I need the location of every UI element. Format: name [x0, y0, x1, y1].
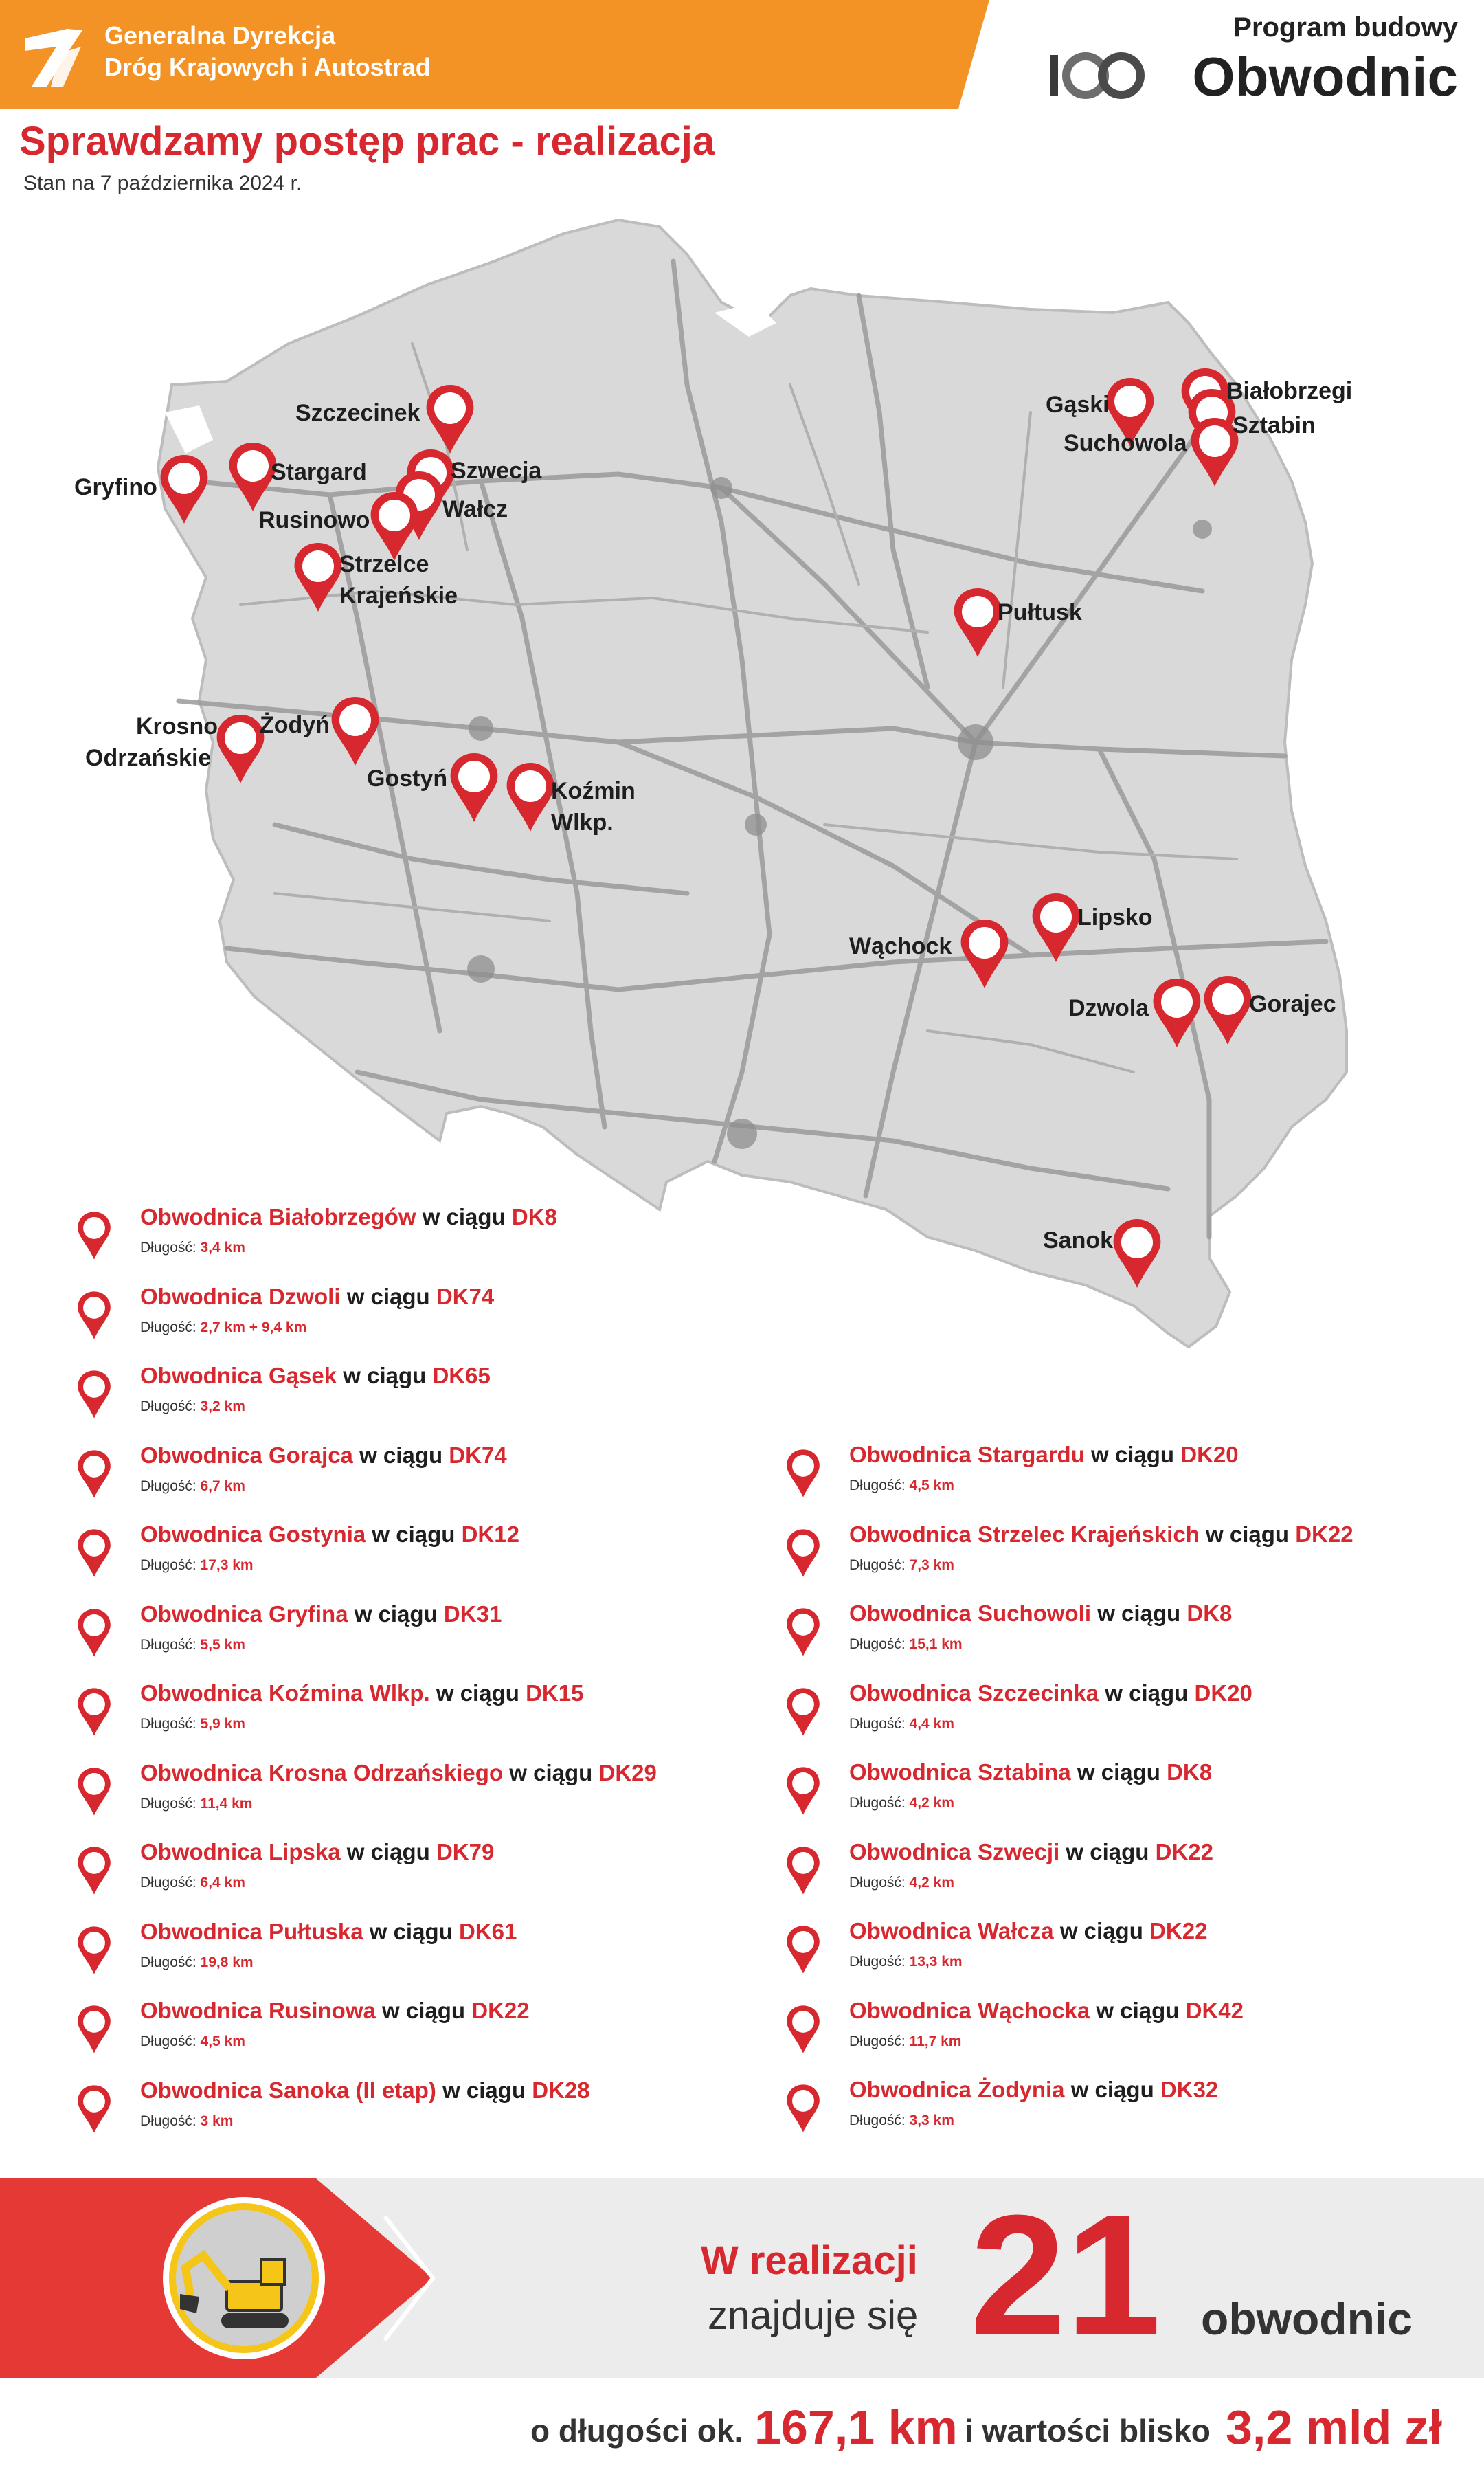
length-value: 17,3 km — [200, 1557, 254, 1573]
length-label: Długość: — [140, 1240, 196, 1256]
map-label: Lipsko — [1077, 904, 1153, 930]
location-pin-icon — [786, 1687, 820, 1735]
length-value: 4,5 km — [909, 1478, 954, 1493]
length-label: Długość: — [849, 2033, 906, 2049]
map-label: Szwecja — [451, 458, 542, 484]
location-pin-icon — [77, 1767, 111, 1815]
value-prefix: i wartości blisko — [965, 2413, 1211, 2449]
location-pin-icon — [77, 2084, 111, 2132]
road-number: DK20 — [1180, 1442, 1239, 1467]
road-number: DK22 — [1155, 1838, 1213, 1864]
length-label: Długość: — [140, 1557, 196, 1573]
bypass-list-item — [786, 1680, 1446, 1756]
bypass-list-item — [786, 1998, 1446, 2073]
map-label: Wąchock — [849, 933, 952, 959]
connector-text: w ciągu — [343, 1363, 427, 1388]
connector-text: w ciągu — [354, 1601, 438, 1627]
road-number: DK79 — [436, 1839, 495, 1864]
bypass-list-item — [77, 1284, 737, 1359]
length-value: 4,2 km — [909, 1874, 954, 1891]
bypass-list-item — [786, 1522, 1446, 1597]
connector-text: w ciągu — [372, 1522, 456, 1547]
bypass-name: Obwodnica Pułtuska — [140, 1918, 363, 1944]
bypass-name: Obwodnica Gryfina — [140, 1601, 348, 1627]
bypass-name: Obwodnica Rusinowa — [140, 1998, 376, 2023]
map-label: Białobrzegi — [1226, 378, 1353, 404]
connector-text: w ciągu — [1077, 1759, 1160, 1785]
map-label: Sanok — [1043, 1227, 1114, 1253]
connector-text: w ciągu — [436, 1680, 519, 1706]
location-pin-icon — [786, 1766, 820, 1814]
org-name-line2: Dróg Krajowych i Autostrad — [104, 53, 431, 81]
length-value: 6,7 km — [200, 1478, 245, 1494]
bypass-count: 21 — [970, 2179, 1162, 2371]
length-label: Długość: — [849, 1557, 906, 1573]
bypass-name: Obwodnica Białobrzegów — [140, 1204, 416, 1229]
map-label: Gostyń — [367, 766, 448, 792]
location-pin-icon — [77, 1291, 111, 1339]
length-label: Długość: — [140, 1636, 196, 1653]
map-label: Szczecinek — [295, 400, 420, 426]
footer-znajduje: znajduje się — [708, 2293, 919, 2338]
bypass-list-item — [77, 1363, 737, 1438]
length-label: Długość: — [140, 1716, 196, 1732]
road-number: DK22 — [471, 1998, 530, 2023]
length-value: 6,4 km — [200, 1875, 245, 1891]
road-number: DK8 — [1187, 1601, 1233, 1626]
length-label: Długość: — [140, 1319, 196, 1335]
bypass-name: Obwodnica Dzwoli — [140, 1283, 341, 1309]
road-number: DK42 — [1185, 1997, 1244, 2023]
connector-text: w ciągu — [1206, 1521, 1290, 1547]
bypass-list-item — [77, 1442, 737, 1518]
bypass-name: Obwodnica Gąsek — [140, 1363, 337, 1388]
bypass-list-item — [786, 1918, 1446, 1994]
road-number: DK8 — [1167, 1759, 1213, 1785]
length-prefix: o długości ok. — [530, 2413, 743, 2449]
footer-obwodnic: obwodnic — [1201, 2293, 1413, 2344]
location-pin-icon — [77, 1211, 111, 1259]
length-value: 4,4 km — [909, 1715, 954, 1732]
length-label: Długość: — [140, 2113, 196, 2129]
road-number: DK22 — [1149, 1918, 1208, 1943]
length-label: Długość: — [140, 1875, 196, 1891]
bypass-name: Obwodnica Suchowoli — [849, 1601, 1092, 1626]
road-number: DK61 — [458, 1918, 517, 1944]
length-value: 19,8 km — [200, 1954, 254, 1970]
location-pin-icon — [786, 1449, 820, 1497]
location-pin-icon — [77, 1608, 111, 1656]
map-label: Wlkp. — [551, 810, 614, 836]
bypass-list-item — [786, 2077, 1446, 2152]
length-label: Długość: — [140, 2033, 196, 2049]
map-label: Rusinowo — [258, 507, 370, 533]
length-value: 3,2 km — [200, 1398, 245, 1414]
bypass-name: Obwodnica Żodynia — [849, 2077, 1065, 2102]
road-number: DK28 — [532, 2077, 590, 2103]
bypass-name: Obwodnica Stargardu — [849, 1442, 1085, 1467]
length-label: Długość: — [849, 1478, 906, 1493]
length-value: 2,7 km + 9,4 km — [200, 1319, 307, 1335]
connector-text: w ciągu — [1097, 1601, 1181, 1626]
bypass-list-item — [786, 1759, 1446, 1835]
length-label: Długość: — [849, 2113, 906, 2128]
bypass-list-item — [77, 1760, 737, 1836]
map-label: Dzwola — [1068, 995, 1149, 1021]
location-pin-icon — [786, 2005, 820, 2053]
connector-text: w ciągu — [1059, 1918, 1143, 1943]
length-label: Długość: — [140, 1954, 196, 1970]
as-of-date: Stan na 7 października 2024 r. — [23, 172, 302, 194]
bypass-name: Obwodnica Wąchocka — [849, 1997, 1090, 2023]
bypass-list-item — [786, 1839, 1446, 1915]
map-label: Stargard — [271, 459, 367, 485]
length-value: 11,4 km — [200, 1795, 253, 1812]
connector-text: w ciągu — [359, 1442, 443, 1468]
length-value: 11,7 km — [909, 2033, 962, 2049]
location-pin-icon — [77, 1926, 111, 1974]
bypass-list-item — [77, 1998, 737, 2073]
connector-text: w ciągu — [382, 1998, 466, 2023]
bypass-list-item — [77, 1204, 737, 1280]
map-label: Sztabin — [1233, 412, 1316, 438]
location-pin-icon — [77, 1687, 111, 1735]
total-length: 167,1 km — [754, 2400, 958, 2454]
length-value: 7,3 km — [909, 1557, 954, 1573]
gddkia-logo-icon — [19, 26, 87, 89]
road-number: DK74 — [449, 1442, 507, 1468]
location-pin-icon — [77, 1528, 111, 1576]
map-label: Gąski — [1046, 392, 1110, 418]
page-title: Sprawdzamy postęp prac - realizacja — [19, 119, 715, 164]
program-label: Program budowy — [1233, 12, 1458, 43]
bypass-name: Obwodnica Sanoka (II etap) — [140, 2077, 436, 2103]
length-value: 4,5 km — [200, 2033, 245, 2049]
total-value: 3,2 mld zł — [1226, 2400, 1443, 2454]
length-label: Długość: — [849, 1636, 906, 1652]
road-number: DK20 — [1194, 1680, 1252, 1706]
length-value: 5,5 km — [200, 1636, 245, 1653]
length-label: Długość: — [849, 1795, 906, 1811]
location-pin-icon — [786, 1607, 820, 1656]
length-label: Długość: — [849, 1874, 906, 1891]
connector-text: w ciągu — [442, 2077, 526, 2103]
connector-text: w ciągu — [1105, 1680, 1189, 1706]
length-value: 3,3 km — [909, 2113, 954, 2128]
location-pin-icon — [77, 1449, 111, 1497]
road-number: DK29 — [598, 1759, 657, 1785]
location-pin-icon — [77, 1846, 111, 1894]
bypass-name: Obwodnica Krosna Odrzańskiego — [140, 1759, 504, 1785]
connector-text: w ciągu — [509, 1759, 593, 1785]
map-label: Strzelce — [339, 551, 429, 577]
location-pin-icon — [77, 1370, 111, 1418]
footer-stats — [0, 2385, 1484, 2460]
connector-text: w ciągu — [1091, 1442, 1175, 1467]
road-number: DK74 — [436, 1283, 495, 1309]
bypass-name: Obwodnica Strzelec Krajeńskich — [849, 1521, 1200, 1547]
location-pin-icon — [786, 1846, 820, 1894]
bypass-name: Obwodnica Lipska — [140, 1839, 341, 1864]
connector-text: w ciągu — [1066, 1838, 1149, 1864]
connector-text: w ciągu — [369, 1918, 453, 1944]
length-value: 3,4 km — [200, 1240, 245, 1256]
bypass-list-item — [77, 1919, 737, 1994]
length-value: 13,3 km — [909, 1954, 963, 1970]
connector-text: w ciągu — [346, 1283, 430, 1309]
length-label: Długość: — [849, 1954, 906, 1970]
map-label: Żodyń — [260, 712, 330, 738]
map-label: Gorajec — [1249, 991, 1336, 1017]
bypass-list-item — [77, 1839, 737, 1915]
bypass-name: Obwodnica Koźmina Wlkp. — [140, 1680, 430, 1706]
bypass-list-item — [77, 1601, 737, 1677]
road-number: DK31 — [443, 1601, 502, 1627]
bypass-list-item — [77, 1680, 737, 1756]
map-label: Krajeńskie — [339, 583, 458, 609]
connector-text: w ciągu — [1096, 1997, 1180, 2023]
length-value: 3 km — [200, 2113, 234, 2129]
map-label: Odrzańskie — [85, 745, 212, 771]
road-number: DK22 — [1295, 1521, 1353, 1547]
location-pin-icon — [786, 1925, 820, 1973]
map-label: Suchowola — [1064, 430, 1187, 456]
org-name-line1: Generalna Dyrekcja — [104, 21, 336, 49]
road-number: DK32 — [1160, 2077, 1219, 2102]
bypass-name: Obwodnica Wałcza — [849, 1918, 1054, 1943]
program-100-logo-icon — [1046, 41, 1149, 110]
length-label: Długość: — [849, 1715, 906, 1732]
map-label: Pułtusk — [998, 599, 1082, 625]
bypass-name: Obwodnica Sztabina — [849, 1759, 1071, 1785]
bypass-list-item — [786, 1442, 1446, 1517]
road-number: DK8 — [511, 1204, 557, 1229]
road-number: DK12 — [461, 1522, 519, 1547]
map-label: Gryfino — [74, 474, 157, 500]
road-number: DK15 — [526, 1680, 584, 1706]
bypass-name: Obwodnica Szczecinka — [849, 1680, 1099, 1706]
connector-text: w ciągu — [346, 1839, 430, 1864]
connector-text: w ciągu — [1070, 2077, 1154, 2102]
length-label: Długość: — [140, 1478, 196, 1494]
map-label: Krosno — [136, 713, 218, 739]
bypass-list-item — [786, 1601, 1446, 1676]
length-label: Długość: — [140, 1398, 196, 1414]
footer-realizacji: W realizacji — [701, 2238, 918, 2283]
location-pin-icon — [77, 2005, 111, 2053]
bypass-name: Obwodnica Gostynia — [140, 1522, 366, 1547]
road-number: DK65 — [432, 1363, 491, 1388]
connector-text: w ciągu — [422, 1204, 506, 1229]
length-value: 15,1 km — [909, 1636, 963, 1652]
location-pin-icon — [786, 1528, 820, 1576]
bypass-list-item — [77, 1522, 737, 1597]
map-label: Koźmin — [551, 778, 636, 804]
program-name: Obwodnic — [1192, 46, 1458, 107]
length-label: Długość: — [140, 1795, 196, 1812]
bypass-name: Obwodnica Szwecji — [849, 1838, 1060, 1864]
length-value: 5,9 km — [200, 1716, 245, 1732]
location-pin-icon — [786, 2084, 820, 2132]
length-value: 4,2 km — [909, 1795, 954, 1811]
bypass-name: Obwodnica Gorajca — [140, 1442, 353, 1468]
footer-graphic — [0, 2178, 481, 2378]
bypass-list-item — [77, 2077, 737, 2153]
map-label: Wałcz — [442, 496, 508, 522]
